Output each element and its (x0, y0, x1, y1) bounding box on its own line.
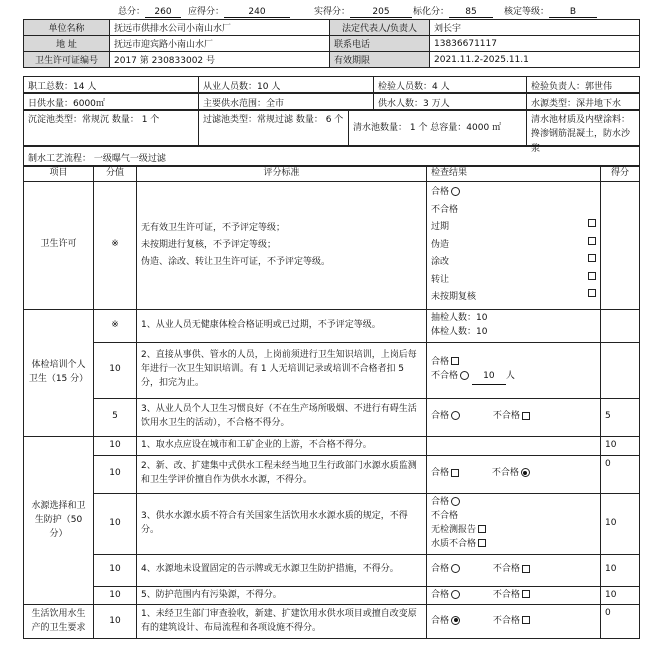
water-row-3 (24, 493, 640, 554)
valid-period-value: 2021.11.2-2025.11.1 (430, 52, 640, 68)
header-value: 分值 (94, 167, 137, 182)
w2-value: 10 (94, 455, 137, 493)
water-row-1 (24, 436, 640, 455)
h3-score: 5 (601, 398, 640, 436)
permit-fail[interactable]: 不合格 (431, 204, 459, 215)
h1-criteria: 1、从业人员无健康体检合格证明或已过期，不予评定等级。 (137, 309, 427, 342)
w5-score: 10 (601, 586, 640, 605)
life-item: 生活饮用水生产的卫生要求 (24, 605, 94, 639)
life-row-1 (24, 605, 640, 639)
l1-criteria: 1、未经卫生部门审查验收，新建、扩建饮用水供水项目或擅自改变原有的建筑设计、布局流程和各项设施不得分。 (137, 605, 427, 639)
water-row-2 (24, 455, 640, 493)
h2-value: 10 (94, 342, 137, 398)
sampled-count: 抽检人数：10 (431, 312, 488, 323)
h2-pass[interactable]: 合格 (431, 356, 596, 370)
total-score: 总分： 260 (118, 4, 181, 18)
l1-pass[interactable]: 合格 (431, 616, 460, 626)
checkbox-icon (522, 590, 530, 598)
permit-altered[interactable]: 涂改 (431, 254, 596, 272)
header-result: 检查结果 (427, 167, 601, 182)
w4-value: 10 (94, 554, 137, 586)
daily-supply: 日供水量：6000㎡ (24, 94, 199, 109)
permit-item: 卫生许可 (24, 181, 94, 309)
h2-score (601, 342, 640, 398)
health-row-1 (24, 309, 640, 342)
header-score: 得分 (601, 167, 640, 182)
radio-checked-icon (451, 616, 460, 625)
l1-score: 0 (601, 605, 640, 639)
w4-score: 10 (601, 554, 640, 586)
w1-result (427, 436, 601, 455)
l1-fail[interactable]: 不合格 (493, 616, 530, 626)
radio-icon (451, 187, 460, 196)
checkbox-icon (588, 254, 596, 262)
supply-population: 供水人数：3 万人 (374, 94, 527, 109)
legal-rep-value: 刘长宇 (430, 20, 640, 36)
water-item: 水源选择和卫生防护（50 分） (24, 436, 94, 605)
h1-score (601, 309, 640, 342)
checkbox-icon (522, 616, 530, 624)
w1-score: 10 (601, 436, 640, 455)
radio-icon (451, 564, 460, 573)
w3-score: 10 (601, 493, 640, 554)
radio-icon (451, 497, 460, 506)
staff-lab: 检验人员数：4 人 (374, 77, 527, 92)
scoring-table (23, 166, 640, 639)
address-value: 抚远市迎宾路小南山水厂 (110, 36, 330, 52)
w5-value: 10 (94, 586, 137, 605)
permit-criterion-3: 伪造、涂改、转让卫生许可证，不予评定等级。 (141, 256, 331, 267)
w1-criteria: 1、取水点应设在城市和工矿企业的上游，不合格不得分。 (137, 436, 427, 455)
staff-row (23, 76, 640, 93)
checkbox-icon (522, 565, 530, 573)
due-score: 应得分： 240 (188, 4, 290, 18)
w5-fail[interactable]: 不合格 (493, 590, 530, 600)
legal-rep-label: 法定代表人/负责人 (330, 20, 430, 36)
permit-criterion-1: 无有效卫生许可证，不予评定等级； (141, 222, 286, 233)
permit-transferred[interactable]: 转让 (431, 272, 596, 290)
filter-pool: 过滤池类型：常规过滤 数量： 6 个 (199, 111, 349, 145)
permit-value: ※ (94, 181, 137, 309)
checkbox-icon (588, 219, 596, 227)
header-criteria: 评分标准 (137, 167, 427, 182)
address-label: 地 址 (24, 36, 110, 52)
w2-pass[interactable]: 合格 (431, 468, 459, 478)
valid-period-label: 有效期限 (330, 52, 430, 68)
w4-fail[interactable]: 不合格 (493, 564, 530, 574)
radio-icon (451, 411, 460, 420)
checkbox-icon (451, 357, 459, 365)
phone-label: 联系电话 (330, 36, 430, 52)
water-row-4 (24, 554, 640, 586)
permit-criterion-2: 未按期进行复核，不予评定等级； (141, 239, 277, 250)
health-row-2 (24, 342, 640, 398)
permit-no-label: 卫生许可证编号 (24, 52, 110, 68)
w3-value: 10 (94, 493, 137, 554)
clear-pool: 清水池数量： 1 个 总容量：4000 ㎡ (349, 111, 527, 145)
w5-criteria: 5、防护范围内有污染源，不得分。 (137, 586, 427, 605)
unit-name-value: 抚远市供排水公司小南山水厂 (110, 20, 330, 36)
supply-row (23, 93, 640, 110)
process-row (23, 146, 640, 166)
w3-quality-fail[interactable]: 水质不合格 (431, 538, 596, 552)
checkbox-icon (588, 289, 596, 297)
score-summary-bar (0, 0, 661, 18)
health-row-3 (24, 398, 640, 436)
w4-pass[interactable]: 合格 (431, 564, 460, 574)
supply-range: 主要供水范围：全市 (199, 94, 374, 109)
checkbox-icon (478, 539, 486, 547)
staff-work: 从业人员数：10 人 (199, 77, 374, 92)
l1-value: 10 (94, 605, 137, 639)
permit-not-reviewed[interactable]: 未按期复核 (431, 289, 596, 307)
unit-name-label: 单位名称 (24, 20, 110, 36)
h3-pass[interactable]: 合格 (431, 411, 460, 421)
radio-icon (460, 371, 469, 380)
permit-expired[interactable]: 过期 (431, 219, 596, 237)
checkbox-icon (478, 525, 486, 533)
checkbox-icon (588, 237, 596, 245)
w2-fail[interactable]: 不合格 (492, 468, 530, 478)
phone-value: 13836671117 (430, 36, 640, 52)
permit-forged[interactable]: 伪造 (431, 237, 596, 255)
w3-fail[interactable]: 不合格 (431, 510, 459, 521)
h3-criteria: 3、从业人员个人卫生习惯良好（不在生产场所吸烟、不进行有碍生活饮用水卫生的活动），不合格不得分。 (137, 398, 427, 436)
grade: 核定等级： B (504, 4, 597, 18)
staff-total: 职工总数：14 人 (24, 77, 199, 92)
health-item: 体检培训个人卫生（15 分） (24, 309, 94, 436)
actual-score: 实得分： 205 (314, 4, 412, 18)
w4-criteria: 4、水源地未设置固定的告示牌或无水源卫生防护措施，不得分。 (137, 554, 427, 586)
sedimentation-pool: 沉淀池类型：常规沉 数量： 1 个 (24, 111, 199, 145)
permit-score (601, 181, 640, 309)
inspector: 检验负责人：郭世伟 (531, 82, 613, 92)
examined-count: 体检人数：10 (431, 326, 488, 337)
h2-criteria: 2、直接从事供、管水的人员，上岗前须进行卫生知识培训，上岗后每年进行一次卫生知识培训。有 1 人无培训记录或培训不合格者扣 5 分，扣完为止。 (137, 342, 427, 398)
h2-fail[interactable]: 不合格 10 人 (431, 370, 596, 385)
checkbox-icon (588, 272, 596, 280)
checkbox-icon (451, 469, 459, 477)
w2-score: 0 (601, 455, 640, 493)
checkbox-icon (522, 412, 530, 420)
pools-row (23, 110, 640, 154)
w5-pass[interactable]: 合格 (431, 590, 460, 600)
permit-row (24, 181, 640, 309)
w2-criteria: 2、新、改、扩建集中式供水工程未经当地卫生行政部门水源水质监测和卫生学评价擅自作为供水水源，不得分。 (137, 455, 427, 493)
header-item: 项目 (24, 167, 94, 182)
unit-info-table (23, 19, 640, 68)
h3-value: 5 (94, 398, 137, 436)
source-type: 水源类型：深井地下水 (531, 99, 622, 109)
w1-value: 10 (94, 436, 137, 455)
permit-no-value: 2017 第 230833002 号 (110, 52, 330, 68)
w3-pass[interactable]: 合格 (431, 496, 596, 510)
permit-pass[interactable]: 合格 (431, 184, 596, 202)
water-row-5 (24, 586, 640, 605)
ratio-score: 标化分： 85 (413, 4, 493, 18)
radio-icon (451, 590, 460, 599)
h1-value: ※ (94, 309, 137, 342)
pool-material: 清水池材质及内壁涂料：搀渗钢筋混凝土，防水沙浆 (531, 115, 631, 154)
w3-no-report[interactable]: 无检测报告 (431, 524, 596, 538)
radio-checked-icon (521, 468, 530, 477)
w3-criteria: 3、供水水源水质不符合有关国家生活饮用水水源水质的规定，不得分。 (137, 493, 427, 554)
h2-fail-count: 10 (472, 370, 506, 385)
process-flow: 制水工艺流程： 一级曝气一级过滤 (28, 154, 166, 164)
h3-fail[interactable]: 不合格 (493, 411, 530, 421)
